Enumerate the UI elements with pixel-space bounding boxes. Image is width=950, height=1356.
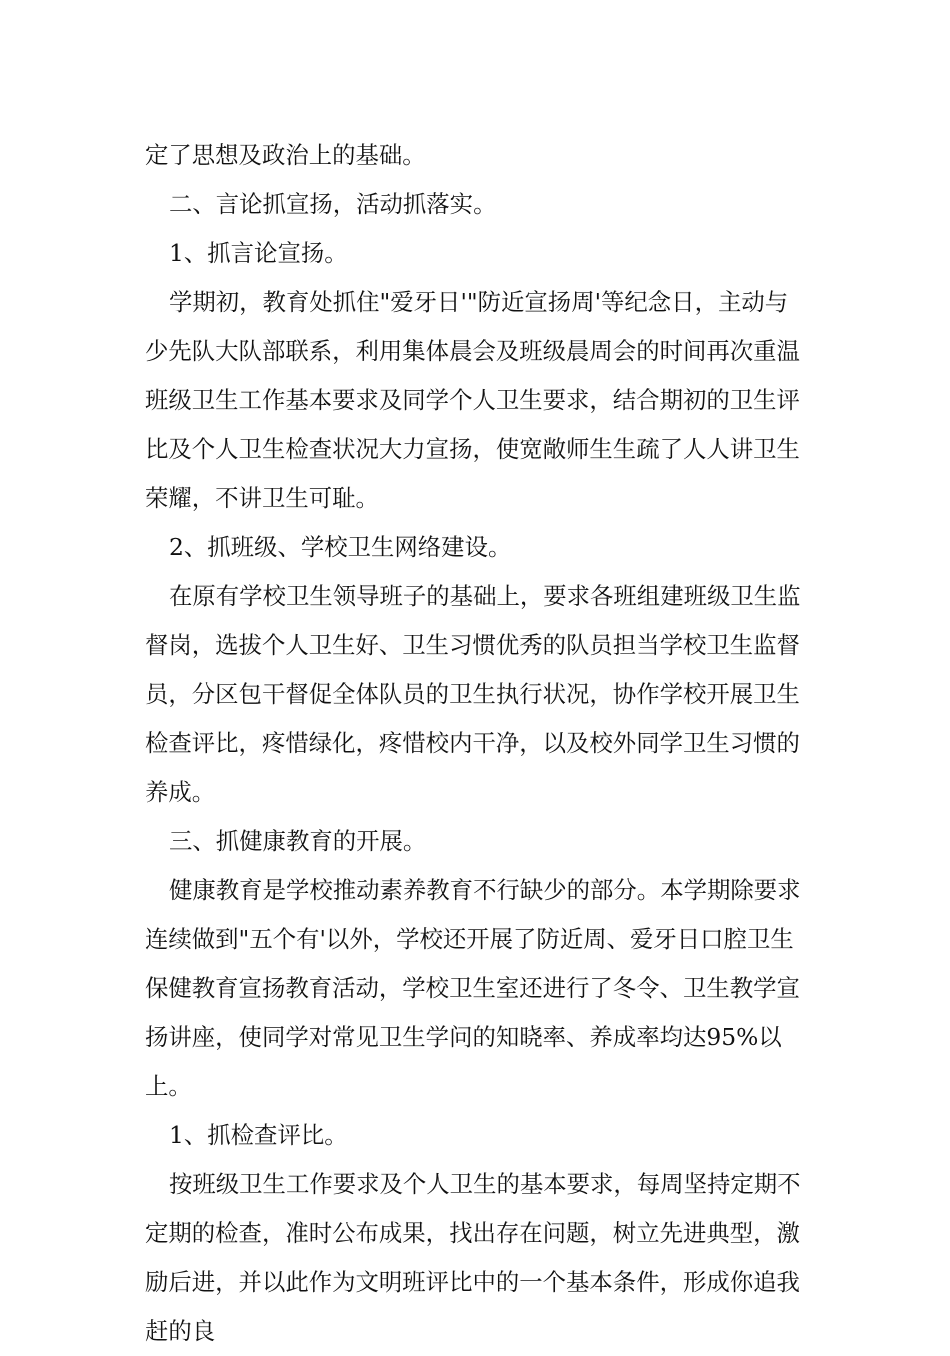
paragraph-network: 在原有学校卫生领导班子的基础上，要求各班组建班级卫生监督岗，选拔个人卫生好、卫生习惯优秀的队员担当学校卫生监督员，分区包干督促全体队员的卫生执行状况，协作学校开展卫生检查评比，疼惜绿化，疼惜校内干净，以及校外同学卫生习惯的养成。 [145, 582, 801, 806]
subheading-inspection: 1、抓检查评比。 [169, 1121, 348, 1149]
section-heading-3: 三、抓健康教育的开展。 [169, 827, 427, 855]
subheading-2: 2、抓班级、学校卫生网络建设。 [169, 533, 512, 561]
document-body [145, 131, 807, 1356]
paragraph-publicity: 学期初，教育处抓住"爱牙日'"防近宣扬周'等纪念日，主动与少先队大队部联系，利用集体晨会及班级晨周会的时间再次重温班级卫生工作基本要求及同学个人卫生要求，结合期初的卫生评比及个人卫生检查状况大力宣扬，使宽敞师生生疏了人人讲卫生荣耀，不讲卫生可耻。 [145, 288, 800, 512]
subheading-1: 1、抓言论宣扬。 [169, 239, 348, 267]
paragraph-health-education: 健康教育是学校推动素养教育不行缺少的部分。本学期除要求连续做到"五个有'以外，学校还开展了防近周、爱牙日口腔卫生保健教育宣扬教育活动，学校卫生室还进行了冬令、卫生教学宣扬讲座，使同学对常见卫生学问的知晓率、养成率均达95%以上。 [145, 876, 801, 1100]
section-heading-2: 二、言论抓宣扬，活动抓落实。 [169, 190, 497, 218]
paragraph-continuation: 定了思想及政治上的基础。 [145, 141, 426, 169]
paragraph-inspection: 按班级卫生工作要求及个人卫生的基本要求，每周坚持定期不定期的检查，准时公布成果，找出存在问题，树立先进典型，激励后进，并以此作为文明班评比中的一个基本条件，形成你追我赶的良 [145, 1170, 801, 1345]
